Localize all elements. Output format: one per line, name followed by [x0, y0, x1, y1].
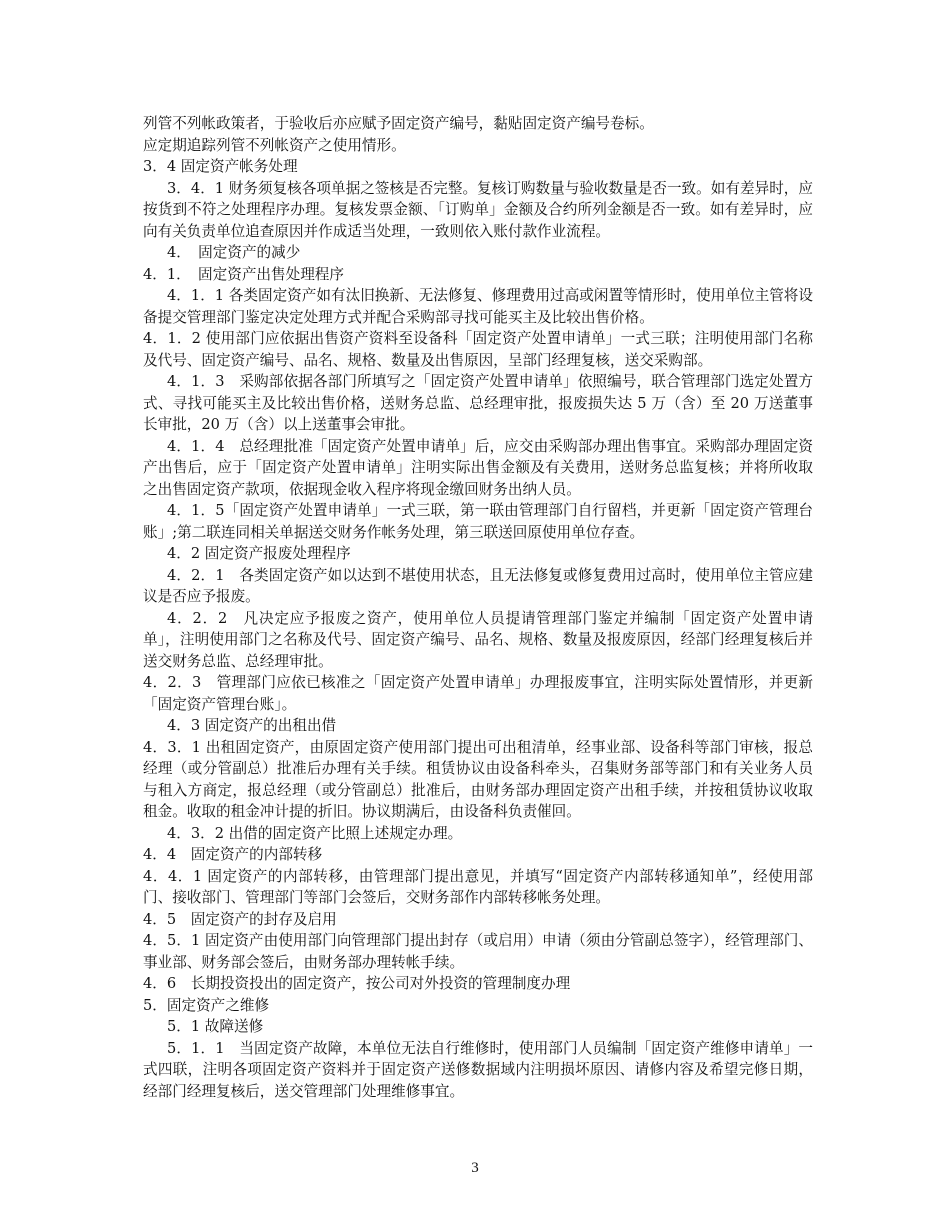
clause-4-2-2: 4．2．2 凡决定应予报废之资产，使用单位人员提请管理部门鉴定并编制「固定资产处置申请单」，注明使用部门之名称及代号、固定资产编号、品名、规格、数量及报废原因，经部门经理复核后并送交财务总监、总经理审批。 [143, 609, 813, 670]
section-heading-4-2: 4．2 固定资产报废处理程序 [167, 545, 351, 562]
clause-4-2-1: 4．2．1 各类固定资产如以达到不堪使用状态，且无法修复或修复费用过高时，使用单位主管应建议是否应予报废。 [143, 566, 813, 605]
text-line-policy-tag: 列管不列帐政策者，于验收后亦应赋予固定资产编号，黏贴固定资产编号卷标。 [143, 115, 654, 132]
document-page [143, 113, 813, 1102]
text-line-tracking: 应定期追踪列管不列帐资产之使用情形。 [143, 136, 406, 154]
clause-3-4-1: 3．4．1 财务须复核各项单据之签核是否完整。复核订购数量与验收数量是否一致。如有差异时，应按货到不符之处理程序办理。复核发票金额、「订购单」金额及合约所列金额是否一致。如有差异时，应向有关负责单位追查原因并作成适当处理，一致则依入账付款作业流程。 [143, 179, 813, 240]
clause-4-6: 4．6 长期投资投出的固定资产，按公司对外投资的管理制度办理 [143, 975, 571, 992]
clause-4-1-1: 4．1．1 各类固定资产如有汰旧换新、无法修复、修理费用过高或闲置等情形时，使用单位主管将设备提交管理部门鉴定决定处理方式并配合采购部寻找可能买主及比较出售价格。 [143, 287, 813, 326]
section-heading-5-1: 5．1 故障送修 [167, 1018, 264, 1035]
clause-4-3-1: 4．3．1 出租固定资产，由原固定资产使用部门提出可出租清单，经事业部、设备科等部门审核，报总经理（或分管副总）批准后办理有关手续。租赁协议由设备科牵头，召集财务部等部门和有关业务人员与租入方商定，报总经理（或分管副总）批准后，由财务部办理固定资产出租手续，并按租赁协议收取租金。收取的租金冲计提的折旧。协议期满后，由设备科负责催回。 [143, 738, 813, 820]
clause-4-1-5: 4．1．5「固定资产处置申请单」一式三联，第一联由管理部门自行留档，并更新「固定资产管理台账」;第二联连同相关单据送交财务作帐务处理，第三联送回原使用单位存查。 [143, 502, 813, 541]
section-heading-4-1: 4．1． 固定资产出售处理程序 [143, 265, 344, 283]
clause-4-4-1: 4．4．1 固定资产的内部转移，由管理部门提出意见，并填写“固定资产内部转移通知单”，经使用部门、接收部门、管理部门等部门会签后，交财务部作内部转移帐务处理。 [143, 867, 813, 906]
section-heading-5: 5．固定资产之维修 [143, 996, 270, 1014]
clause-5-1-1: 5．1．1 当固定资产故障，本单位无法自行维修时，使用部门人员编制「固定资产维修申请单」一式四联，注明各项固定资产资料并于固定资产送修数据域内注明损坏原因、请修内容及希望完修日期，经部门经理复核后，送交管理部门处理维修事宜。 [143, 1039, 813, 1100]
clause-4-1-3: 4．1．3 采购部依据各部门所填写之「固定资产处置申请单」依照编号，联合管理部门选定处置方式、寻找可能买主及比较出售价格，送财务总监、总经理审批，报废损失达 5 万（含）至 20 万送董事长审批，20 万（含）以上送董事会审批。 [143, 373, 813, 433]
section-heading-4-4: 4．4 固定资产的内部转移 [143, 846, 323, 863]
section-heading-4-5: 4．5 固定资产的封存及启用 [143, 910, 337, 928]
clause-4-3-2: 4．3．2 出借的固定资产比照上述规定办理。 [167, 824, 463, 842]
section-heading-4-3: 4．3 固定资产的出租出借 [167, 717, 337, 734]
section-heading-3-4: 3．4 固定资产帐务处理 [143, 158, 298, 175]
clause-4-2-3: 4．2．3 管理部门应依已核准之「固定资产处置申请单」办理报废事宜，注明实际处置情形，并更新「固定资产管理台账」。 [143, 674, 813, 713]
clause-4-5-1: 4．5．1 固定资产由使用部门向管理部门提出封存（或启用）申请（须由分管副总签字），经管理部门、事业部、财务部会签后，由财务部办理转帐手续。 [143, 932, 813, 971]
section-heading-4: 4． 固定资产的减少 [167, 244, 301, 261]
clause-4-1-2: 4．1．2 使用部门应依据出售资产资料至设备科「固定资产处置申请单」一式三联；注明使用部门名称及代号、固定资产编号、品名、规格、数量及出售原因，呈部门经理复核，送交采购部。 [143, 330, 813, 369]
page-number: 3 [471, 1160, 479, 1176]
clause-4-1-4: 4．1．4 总经理批准「固定资产处置申请单」后，应交由采购部办理出售事宜。采购部办理固定资产出售后，应于「固定资产处置申请单」注明实际出售金额及有关费用，送财务总监复核；并将所收取之出售固定资产款项，依据现金收入程序将现金缴回财务出纳人员。 [143, 437, 813, 498]
